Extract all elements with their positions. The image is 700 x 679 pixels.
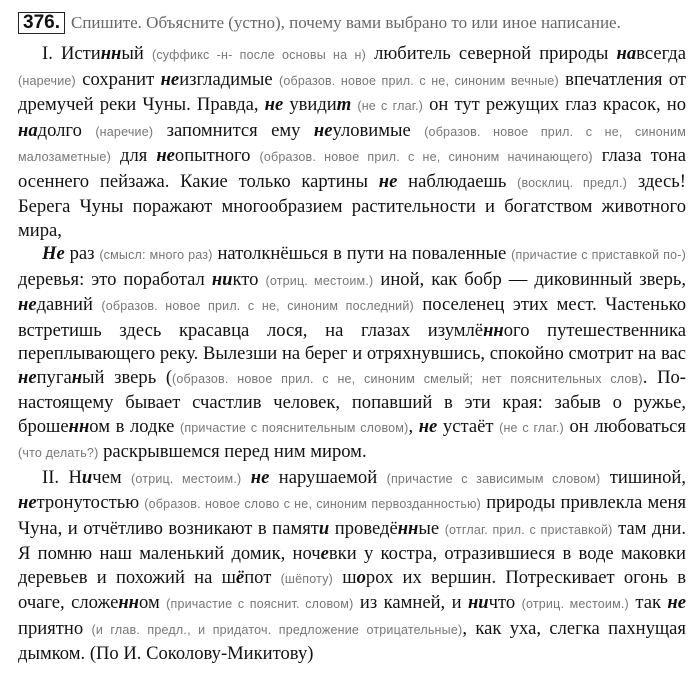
text-run: иной, как бобр — диковинный зверь, [373, 268, 686, 290]
text-run: , как уха, слегка пахнущая дымком. (По И. Соколову-Микитову) [18, 617, 686, 664]
highlighted-spelling: е [320, 543, 329, 564]
text-run: ом [139, 592, 167, 613]
highlighted-spelling: о [356, 566, 366, 588]
text-run: здесь! Берега Чуны поражают многообразием растительности и богатством животного мира, [18, 170, 686, 241]
paragraph-1 [18, 42, 686, 242]
text-run: ый зверь ( [82, 366, 173, 388]
highlighted-spelling: нн [483, 319, 504, 341]
text-run: пуга [36, 366, 72, 388]
text-run: вки у костра, отразившиеся в воде маковки деревьев и похожий на ш [18, 543, 686, 588]
highlighted-spelling: Не [42, 243, 65, 264]
text-run: устаёт [437, 415, 500, 437]
grammar-note: (наречие) [95, 124, 154, 139]
highlighted-spelling: не [160, 68, 180, 90]
text-run: что [488, 592, 522, 613]
text-run: всегда [636, 43, 686, 64]
text-run: изгладимые [179, 68, 279, 90]
text-run: тронутостью [36, 492, 145, 513]
text-run [241, 467, 250, 488]
grammar-note: (что делать?) [18, 446, 99, 460]
grammar-note: (отриц. местоим.) [131, 471, 242, 486]
text-run: ые [418, 517, 445, 539]
grammar-note: (восклиц. предл.) [517, 175, 628, 190]
text-run: он тут режущих глаз красок, но [423, 94, 686, 115]
text-run: давний [36, 294, 102, 315]
text-run: для [110, 145, 157, 166]
text-run: глаза тона осеннего пейзажа. Какие только картины [18, 145, 686, 192]
grammar-note: (причастие с пояснит. словом) [166, 597, 354, 611]
text-run: сохранит [75, 68, 161, 90]
text-run: он любоваться [563, 415, 686, 437]
text-run: рох их вершин. Потрескивает огонь в очаге, сложе [18, 566, 687, 613]
grammar-note: (отриц. местоим.) [521, 597, 629, 611]
exercise-instruction: Спишите. Объясните (устно), почему вами выбрано то или иное написание. [70, 13, 621, 32]
grammar-note: (отглаг. прил. с приставкой) [444, 522, 613, 537]
text-run: . По-настоящему бывает счастлив человек, попавший в эти края: забыв о ружье, броше [18, 366, 686, 437]
grammar-note: (смысл: много раз) [99, 248, 213, 262]
highlighted-spelling: не [667, 592, 686, 613]
text-run: поселенец этих мест. Частенько встретишь здесь красавца лося, на глазах изумлё [18, 294, 686, 341]
grammar-note: (и глав. предл., и придаточ. предложение отрицательные) [91, 622, 463, 637]
highlighted-spelling: не [250, 466, 270, 488]
highlighted-spelling: нн [397, 517, 419, 539]
text-run: долго [37, 119, 96, 141]
text-run: натолкнёшься в пути на поваленные [212, 243, 512, 264]
highlighted-spelling: н [71, 366, 83, 388]
highlighted-spelling: нн [118, 592, 139, 613]
text-run: ом в лодке [89, 415, 180, 437]
text-run: ого путешественника переплывающего реку. Вылезши на берег и отряхнувшись, спокойно смотрит на вас [18, 319, 686, 364]
text-run: ый [121, 43, 152, 64]
text-run: запомнится ему [153, 119, 314, 141]
grammar-note: (не с глаг.) [499, 420, 564, 435]
highlighted-spelling: нн [68, 415, 90, 437]
highlighted-spelling: т [336, 94, 352, 115]
highlighted-spelling: не [18, 366, 37, 388]
grammar-note: (причастие с приставкой по-) [511, 248, 686, 262]
grammar-note: (шёпоту) [280, 571, 334, 586]
highlighted-spelling: не [156, 145, 175, 166]
text-run: нарушаемой [269, 466, 387, 488]
highlighted-spelling: и [318, 517, 330, 539]
highlighted-spelling: не [313, 119, 333, 141]
text-run: любитель северной природы [365, 43, 617, 64]
text-run: чем [92, 466, 132, 488]
paragraph-2 [18, 242, 686, 466]
highlighted-spelling: не [264, 94, 284, 115]
text-run: деревья: это поработал [18, 268, 212, 290]
text-run: впечатления от дремучей реки Чуны. Правда, [18, 68, 686, 115]
text-run: ш [333, 566, 357, 588]
text-run: проведё [329, 517, 398, 539]
highlighted-spelling: ни [211, 268, 233, 290]
grammar-note: (не с глаг.) [357, 99, 424, 113]
text-run: приятно [18, 617, 92, 639]
text-run: опытного [174, 145, 260, 166]
grammar-note: (образов. новое прил. с не, синоним начинающего) [259, 150, 593, 164]
highlighted-spelling: и [81, 466, 93, 488]
grammar-note: (образов. новое прил. с не, синоним смелый; нет пояснительных слов) [172, 371, 643, 386]
grammar-note: (образов. новое прил. с не, синоним последний) [101, 299, 414, 313]
exercise-number: 376. [18, 12, 65, 34]
highlighted-spelling: не [378, 170, 398, 192]
text-run: раз [64, 243, 100, 264]
grammar-note: (образов. новое прил. с не, синоним вечные) [278, 73, 559, 88]
highlighted-spelling: не [418, 415, 438, 437]
text-run: , [408, 415, 419, 437]
text-run: I. Исти [42, 43, 101, 64]
text-run: так [628, 592, 668, 613]
highlighted-spelling: ни [467, 592, 489, 613]
highlighted-spelling: не [18, 294, 37, 315]
text-run: увиди [283, 94, 337, 115]
text-run: раскрывшемся перед ним миром. [98, 441, 367, 462]
highlighted-spelling: на [18, 119, 38, 141]
exercise-header [18, 12, 686, 34]
grammar-note: (причастие с зависимым словом) [386, 471, 601, 486]
highlighted-spelling: нн [100, 43, 122, 64]
text-run: кто [232, 268, 266, 290]
grammar-note: (причастие с пояснительным словом) [179, 420, 409, 435]
highlighted-spelling: ё [235, 566, 245, 588]
text-run: там дни. Я помню наш маленький домик, ноч [18, 517, 687, 564]
grammar-note: (образов. новое слово с не, синоним первозданностью) [144, 497, 482, 511]
text-run: из камней, и [353, 592, 468, 613]
text-run: пот [244, 566, 281, 588]
highlighted-spelling: на [616, 43, 637, 64]
text-run: наблюдаешь [397, 170, 518, 192]
paragraph-3 [18, 466, 686, 666]
text-run: тишиной, [600, 466, 686, 488]
grammar-note: (суффикс -н- после основы на н) [151, 48, 366, 62]
text-run: природы привлекла меня Чуна, и отчётливо возникают в памят [18, 492, 686, 539]
grammar-note: (отриц. местоим.) [265, 273, 374, 288]
text-run: уловимые [332, 119, 425, 141]
text-run: II. Н [42, 466, 82, 488]
highlighted-spelling: не [18, 492, 37, 513]
grammar-note: (наречие) [18, 73, 76, 88]
grammar-note: (образов. новое прил. с не, синоним малозаметные) [18, 124, 686, 164]
